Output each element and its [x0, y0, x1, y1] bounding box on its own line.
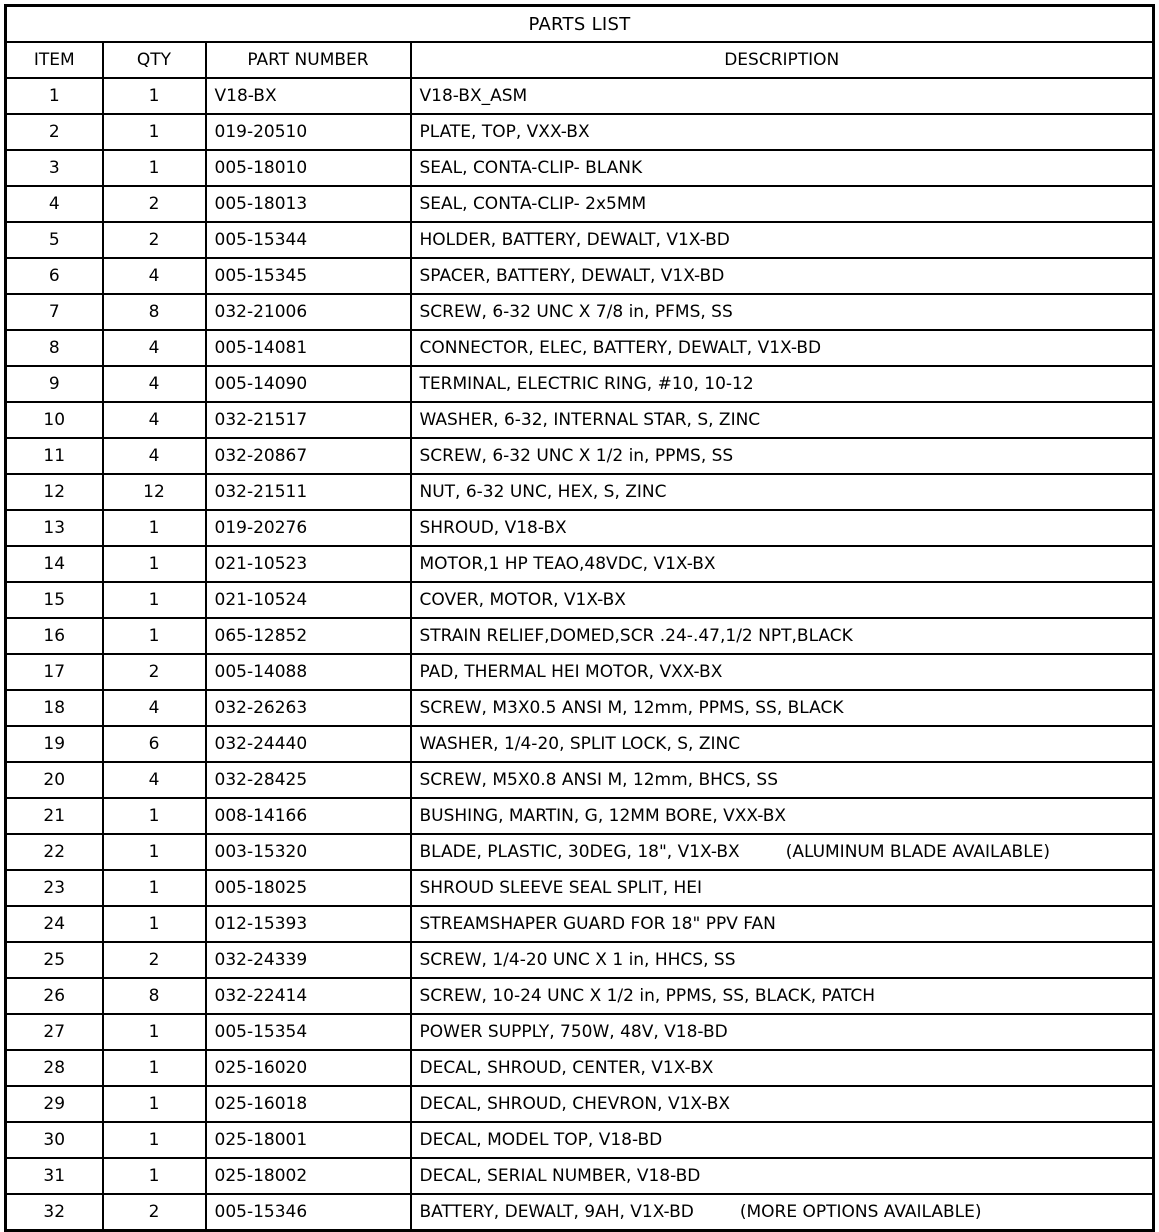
- qty-cell: 1: [103, 618, 206, 654]
- table-row: [6, 294, 1154, 330]
- description-text: HOLDER, BATTERY, DEWALT, V1X-BD: [419, 230, 730, 250]
- table-row: [6, 978, 1154, 1014]
- description-text: DECAL, SHROUD, CHEVRON, V1X-BX: [419, 1094, 731, 1114]
- qty-cell: 1: [103, 546, 206, 582]
- column-header-item: ITEM: [6, 42, 103, 78]
- item-cell: 6: [6, 258, 103, 294]
- item-cell: 30: [6, 1122, 103, 1158]
- qty-cell: 1: [103, 1050, 206, 1086]
- part-number-cell: 005-15344: [206, 222, 411, 258]
- table-row: [6, 726, 1154, 762]
- part-number-cell: 005-18010: [206, 150, 411, 186]
- description-cell: [411, 114, 1154, 150]
- qty-cell: 2: [103, 942, 206, 978]
- table-row: [6, 1050, 1154, 1086]
- description-cell: [411, 618, 1154, 654]
- table-row: [6, 258, 1154, 294]
- qty-cell: 8: [103, 978, 206, 1014]
- description-cell: [411, 474, 1154, 510]
- qty-cell: 4: [103, 402, 206, 438]
- table-body: [6, 78, 1154, 1231]
- item-cell: 27: [6, 1014, 103, 1050]
- part-number-cell: 032-26263: [206, 690, 411, 726]
- description-text: SEAL, CONTA-CLIP- BLANK: [419, 158, 643, 178]
- description-cell: [411, 294, 1154, 330]
- description-text: BUSHING, MARTIN, G, 12MM BORE, VXX-BX: [419, 806, 787, 826]
- description-cell: [411, 906, 1154, 942]
- part-number-cell: 005-14090: [206, 366, 411, 402]
- item-cell: 2: [6, 114, 103, 150]
- description-text: STREAMSHAPER GUARD FOR 18" PPV FAN: [419, 914, 776, 934]
- qty-cell: 1: [103, 78, 206, 114]
- column-header-description: DESCRIPTION: [411, 42, 1154, 78]
- item-cell: 11: [6, 438, 103, 474]
- qty-cell: 4: [103, 258, 206, 294]
- part-number-cell: 032-24339: [206, 942, 411, 978]
- part-number-cell: 019-20510: [206, 114, 411, 150]
- qty-cell: 2: [103, 222, 206, 258]
- table-row: [6, 1158, 1154, 1194]
- description-cell: [411, 1122, 1154, 1158]
- description-cell: [411, 1194, 1154, 1231]
- item-cell: 19: [6, 726, 103, 762]
- qty-cell: 12: [103, 474, 206, 510]
- description-cell: [411, 438, 1154, 474]
- part-number-cell: V18-BX: [206, 78, 411, 114]
- qty-cell: 1: [103, 870, 206, 906]
- description-text: SCREW, M3X0.5 ANSI M, 12mm, PPMS, SS, BLACK: [419, 698, 844, 718]
- qty-cell: 8: [103, 294, 206, 330]
- table-row: [6, 942, 1154, 978]
- part-number-cell: 008-14166: [206, 798, 411, 834]
- description-cell: [411, 798, 1154, 834]
- part-number-cell: 025-16020: [206, 1050, 411, 1086]
- title-row: [6, 6, 1154, 43]
- qty-cell: 1: [103, 798, 206, 834]
- item-cell: 32: [6, 1194, 103, 1231]
- part-number-cell: 005-15354: [206, 1014, 411, 1050]
- qty-cell: 1: [103, 582, 206, 618]
- description-text: SPACER, BATTERY, DEWALT, V1X-BD: [419, 266, 725, 286]
- item-cell: 7: [6, 294, 103, 330]
- description-note: (MORE OPTIONS AVAILABLE): [739, 1202, 982, 1222]
- description-text: BATTERY, DEWALT, 9AH, V1X-BD: [419, 1202, 694, 1222]
- item-cell: 4: [6, 186, 103, 222]
- table-row: [6, 150, 1154, 186]
- item-cell: 25: [6, 942, 103, 978]
- description-text: SCREW, 6-32 UNC X 1/2 in, PPMS, SS: [419, 446, 734, 466]
- qty-cell: 1: [103, 510, 206, 546]
- description-text: SCREW, M5X0.8 ANSI M, 12mm, BHCS, SS: [419, 770, 778, 790]
- part-number-cell: 012-15393: [206, 906, 411, 942]
- table-row: [6, 1086, 1154, 1122]
- item-cell: 21: [6, 798, 103, 834]
- table-row: [6, 78, 1154, 114]
- table-row: [6, 1194, 1154, 1231]
- description-text: DECAL, SERIAL NUMBER, V18-BD: [419, 1166, 701, 1186]
- description-cell: [411, 330, 1154, 366]
- item-cell: 13: [6, 510, 103, 546]
- table-row: [6, 186, 1154, 222]
- part-number-cell: 032-21006: [206, 294, 411, 330]
- item-cell: 29: [6, 1086, 103, 1122]
- description-text: COVER, MOTOR, V1X-BX: [419, 590, 626, 610]
- description-cell: [411, 870, 1154, 906]
- description-text: SCREW, 10-24 UNC X 1/2 in, PPMS, SS, BLACK, PATCH: [419, 986, 876, 1006]
- description-cell: [411, 942, 1154, 978]
- item-cell: 10: [6, 402, 103, 438]
- column-header-part-number: PART NUMBER: [206, 42, 411, 78]
- item-cell: 15: [6, 582, 103, 618]
- part-number-cell: 065-12852: [206, 618, 411, 654]
- description-text: SHROUD SLEEVE SEAL SPLIT, HEI: [419, 878, 703, 898]
- table-row: [6, 834, 1154, 870]
- part-number-cell: 025-18001: [206, 1122, 411, 1158]
- description-text: BLADE, PLASTIC, 30DEG, 18", V1X-BX: [419, 842, 740, 862]
- table-row: [6, 366, 1154, 402]
- part-number-cell: 025-18002: [206, 1158, 411, 1194]
- description-text: WASHER, 1/4-20, SPLIT LOCK, S, ZINC: [419, 734, 741, 754]
- parts-list-table: [4, 4, 1155, 1232]
- part-number-cell: 005-14088: [206, 654, 411, 690]
- part-number-cell: 032-24440: [206, 726, 411, 762]
- description-text: PLATE, TOP, VXX-BX: [419, 122, 590, 142]
- table-row: [6, 510, 1154, 546]
- item-cell: 1: [6, 78, 103, 114]
- description-text: MOTOR,1 HP TEAO,48VDC, V1X-BX: [419, 554, 716, 574]
- description-cell: [411, 762, 1154, 798]
- description-text: CONNECTOR, ELEC, BATTERY, DEWALT, V1X-BD: [419, 338, 822, 358]
- description-text: SEAL, CONTA-CLIP- 2x5MM: [419, 194, 647, 214]
- description-cell: [411, 1158, 1154, 1194]
- description-cell: [411, 258, 1154, 294]
- description-cell: [411, 1014, 1154, 1050]
- description-cell: [411, 402, 1154, 438]
- column-header-qty: QTY: [103, 42, 206, 78]
- description-text: PAD, THERMAL HEI MOTOR, VXX-BX: [419, 662, 723, 682]
- qty-cell: 1: [103, 1158, 206, 1194]
- qty-cell: 2: [103, 186, 206, 222]
- item-cell: 14: [6, 546, 103, 582]
- description-text: DECAL, SHROUD, CENTER, V1X-BX: [419, 1058, 714, 1078]
- qty-cell: 2: [103, 654, 206, 690]
- table-row: [6, 582, 1154, 618]
- item-cell: 28: [6, 1050, 103, 1086]
- qty-cell: 1: [103, 1086, 206, 1122]
- qty-cell: 1: [103, 114, 206, 150]
- description-cell: [411, 366, 1154, 402]
- qty-cell: 4: [103, 330, 206, 366]
- description-cell: [411, 546, 1154, 582]
- description-text: POWER SUPPLY, 750W, 48V, V18-BD: [419, 1022, 728, 1042]
- item-cell: 18: [6, 690, 103, 726]
- description-cell: [411, 834, 1154, 870]
- item-cell: 3: [6, 150, 103, 186]
- part-number-cell: 032-22414: [206, 978, 411, 1014]
- part-number-cell: 032-21511: [206, 474, 411, 510]
- table-row: [6, 1014, 1154, 1050]
- item-cell: 5: [6, 222, 103, 258]
- description-cell: [411, 78, 1154, 114]
- part-number-cell: 032-21517: [206, 402, 411, 438]
- table-row: [6, 1122, 1154, 1158]
- table-row: [6, 330, 1154, 366]
- qty-cell: 4: [103, 438, 206, 474]
- part-number-cell: 005-15345: [206, 258, 411, 294]
- table-row: [6, 906, 1154, 942]
- description-text: NUT, 6-32 UNC, HEX, S, ZINC: [419, 482, 667, 502]
- table-row: [6, 654, 1154, 690]
- qty-cell: 4: [103, 366, 206, 402]
- table-row: [6, 114, 1154, 150]
- description-text: STRAIN RELIEF,DOMED,SCR .24-.47,1/2 NPT,BLACK: [419, 626, 853, 646]
- table-row: [6, 690, 1154, 726]
- table-row: [6, 222, 1154, 258]
- qty-cell: 1: [103, 150, 206, 186]
- part-number-cell: 005-18013: [206, 186, 411, 222]
- description-cell: [411, 654, 1154, 690]
- item-cell: 26: [6, 978, 103, 1014]
- table-title: PARTS LIST: [6, 6, 1154, 43]
- item-cell: 8: [6, 330, 103, 366]
- qty-cell: 4: [103, 690, 206, 726]
- description-cell: [411, 1086, 1154, 1122]
- description-cell: [411, 690, 1154, 726]
- header-row: [6, 42, 1154, 78]
- description-cell: [411, 510, 1154, 546]
- description-text: DECAL, MODEL TOP, V18-BD: [419, 1130, 663, 1150]
- item-cell: 17: [6, 654, 103, 690]
- qty-cell: 2: [103, 1194, 206, 1231]
- item-cell: 24: [6, 906, 103, 942]
- part-number-cell: 032-28425: [206, 762, 411, 798]
- qty-cell: 4: [103, 762, 206, 798]
- table-row: [6, 546, 1154, 582]
- description-text: V18-BX_ASM: [419, 86, 528, 106]
- description-cell: [411, 582, 1154, 618]
- part-number-cell: 021-10523: [206, 546, 411, 582]
- item-cell: 16: [6, 618, 103, 654]
- description-cell: [411, 222, 1154, 258]
- description-text: WASHER, 6-32, INTERNAL STAR, S, ZINC: [419, 410, 761, 430]
- description-cell: [411, 726, 1154, 762]
- description-cell: [411, 186, 1154, 222]
- qty-cell: 1: [103, 906, 206, 942]
- part-number-cell: 005-14081: [206, 330, 411, 366]
- part-number-cell: 019-20276: [206, 510, 411, 546]
- item-cell: 22: [6, 834, 103, 870]
- description-text: TERMINAL, ELECTRIC RING, #10, 10-12: [419, 374, 754, 394]
- part-number-cell: 003-15320: [206, 834, 411, 870]
- table-row: [6, 438, 1154, 474]
- table-row: [6, 870, 1154, 906]
- item-cell: 31: [6, 1158, 103, 1194]
- part-number-cell: 005-18025: [206, 870, 411, 906]
- description-text: SCREW, 6-32 UNC X 7/8 in, PFMS, SS: [419, 302, 733, 322]
- item-cell: 9: [6, 366, 103, 402]
- part-number-cell: 005-15346: [206, 1194, 411, 1231]
- table-row: [6, 618, 1154, 654]
- part-number-cell: 025-16018: [206, 1086, 411, 1122]
- item-cell: 12: [6, 474, 103, 510]
- part-number-cell: 021-10524: [206, 582, 411, 618]
- description-cell: [411, 1050, 1154, 1086]
- qty-cell: 1: [103, 834, 206, 870]
- table-row: [6, 798, 1154, 834]
- description-cell: [411, 978, 1154, 1014]
- item-cell: 23: [6, 870, 103, 906]
- table-row: [6, 402, 1154, 438]
- qty-cell: 1: [103, 1122, 206, 1158]
- description-text: SCREW, 1/4-20 UNC X 1 in, HHCS, SS: [419, 950, 736, 970]
- table-row: [6, 474, 1154, 510]
- description-text: SHROUD, V18-BX: [419, 518, 567, 538]
- part-number-cell: 032-20867: [206, 438, 411, 474]
- description-note: (ALUMINUM BLADE AVAILABLE): [785, 842, 1051, 862]
- item-cell: 20: [6, 762, 103, 798]
- description-cell: [411, 150, 1154, 186]
- table-row: [6, 762, 1154, 798]
- qty-cell: 1: [103, 1014, 206, 1050]
- qty-cell: 6: [103, 726, 206, 762]
